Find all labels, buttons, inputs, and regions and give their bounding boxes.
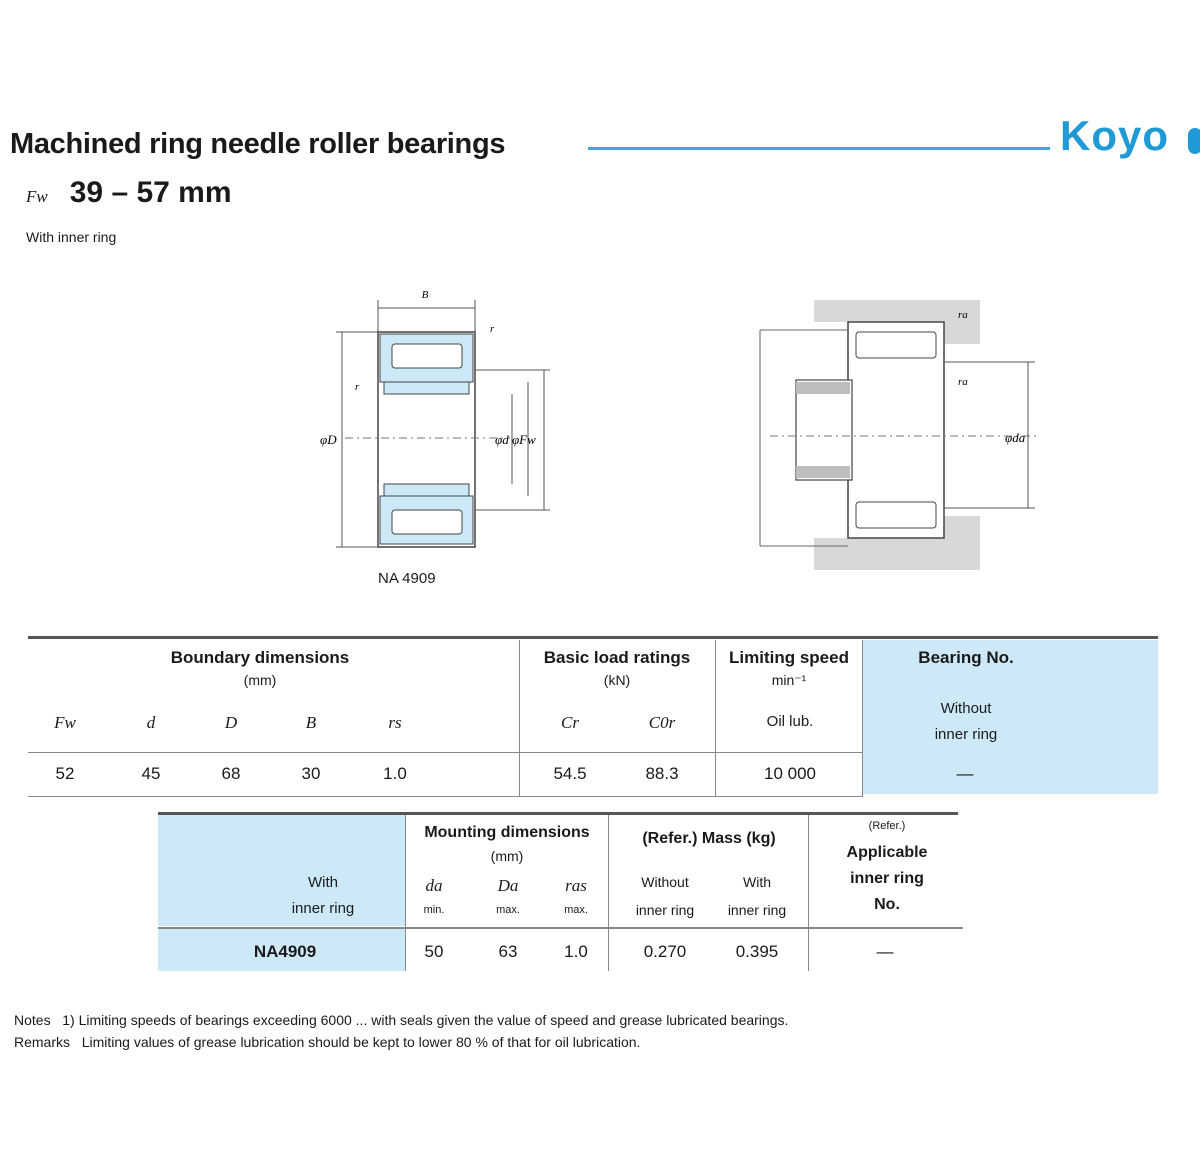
header-inner-3: No.: [874, 896, 900, 913]
table1-divider: [862, 640, 863, 796]
table2-mid-rule: [158, 927, 963, 929]
note-text: 1) Limiting speeds of bearings exceeding 6000 ... with seals given the value of speed and grease lubricated bearings.: [62, 1012, 789, 1028]
header-speed-unit: min⁻¹: [771, 672, 807, 688]
header-without-inner-2: inner ring: [934, 726, 998, 743]
table2-divider: [808, 815, 809, 971]
header-mounting-unit: (mm): [490, 848, 524, 864]
cell-D: 68: [221, 764, 241, 783]
label-da: φda: [1005, 430, 1026, 445]
header-load-ratings: Basic load ratings: [543, 648, 691, 667]
drawing-caption: NA 4909: [378, 570, 436, 587]
brand-mark: [1188, 128, 1200, 154]
note-line-2: [14, 1034, 640, 1050]
header-with-inner-2: inner ring: [291, 900, 355, 917]
brand-logo: Koyo: [1060, 112, 1169, 159]
table2-top-rule: [158, 812, 958, 815]
bearing-drawing-left: [300, 270, 580, 570]
section-subhead: With inner ring: [26, 229, 117, 245]
size-range: [26, 176, 232, 210]
col-ras: ras: [565, 876, 587, 895]
header-with-inner-1: With: [308, 874, 338, 891]
col-B: B: [305, 713, 317, 732]
col-mass-without-2: inner ring: [635, 902, 695, 918]
table1-mid-rule: [28, 752, 863, 753]
cell-Cr: 54.5: [553, 764, 587, 783]
cell-Fw: 52: [55, 764, 75, 783]
col-d: d: [146, 713, 156, 732]
cell-bearing-without: —: [956, 764, 974, 783]
label-ra-top: ra: [958, 309, 968, 321]
label-r-top: r: [490, 323, 495, 335]
label-B: B: [421, 289, 429, 301]
col-da: da: [425, 876, 443, 895]
size-range-symbol: Fw: [26, 187, 48, 206]
cell-B: 30: [301, 764, 321, 783]
table1-bottom-rule: [28, 796, 863, 797]
header-inner-1: Applicable: [846, 844, 928, 861]
col-Da: Da: [497, 876, 519, 895]
cell-d: 45: [141, 764, 161, 783]
col-oil-lub: Oil lub.: [766, 713, 814, 730]
bearing-drawing-right: [740, 290, 1060, 580]
col-rs: rs: [388, 713, 402, 732]
header-bearing-no: Bearing No.: [918, 648, 1014, 667]
col-mass-with-1: With: [743, 874, 771, 890]
page-title: Machined ring needle roller bearings: [10, 128, 506, 160]
cell-mass-without: 0.270: [643, 942, 687, 961]
cell-da: 50: [424, 942, 444, 961]
remarks-label: Remarks: [14, 1034, 71, 1050]
cell-mass-with: 0.395: [735, 942, 779, 961]
table1-divider: [519, 640, 520, 796]
cell-Da: 63: [498, 942, 518, 961]
col-Da-unit: max.: [496, 904, 520, 916]
col-C0r: C0r: [648, 713, 676, 732]
header-inner-2: inner ring: [850, 870, 924, 887]
cell-oil-lub: 10 000: [764, 764, 816, 783]
header-limiting-speed: Limiting speed: [729, 648, 849, 667]
cell-bearing-with: NA4909: [253, 942, 317, 961]
header-inner-refer: (Refer.): [868, 820, 906, 832]
col-mass-without-1: Without: [641, 874, 689, 890]
size-range-value: 39 – 57 mm: [69, 176, 232, 209]
table1-divider: [715, 640, 716, 796]
note-label: Notes: [14, 1012, 51, 1028]
header-boundary-dimensions: Boundary dimensions: [170, 648, 350, 667]
title-rule: [588, 147, 1050, 150]
col-Cr: Cr: [561, 713, 579, 732]
label-D: φD: [320, 432, 337, 447]
table2-divider: [608, 815, 609, 971]
label-r-left: r: [355, 381, 360, 393]
col-D: D: [224, 713, 238, 732]
col-Fw: Fw: [54, 713, 76, 732]
header-boundary-unit: (mm): [243, 672, 277, 688]
label-ra-right: ra: [958, 376, 968, 388]
remarks-text: Limiting values of grease lubrication should be kept to lower 80 % of that for oil lubrication.: [81, 1034, 641, 1050]
col-ras-unit: max.: [564, 904, 588, 916]
header-without-inner-1: Without: [940, 700, 992, 717]
header-load-unit: (kN): [603, 672, 631, 688]
header-mounting-dimensions: Mounting dimensions: [424, 824, 590, 841]
label-d-Fw: φd φFw: [495, 432, 536, 447]
cell-ras: 1.0: [564, 942, 588, 961]
table1-top-rule: [28, 636, 1158, 639]
header-mass: (Refer.) Mass (kg): [642, 830, 776, 847]
col-mass-with-2: inner ring: [727, 902, 787, 918]
cell-inner-ring: —: [876, 942, 894, 961]
col-da-unit: min.: [423, 904, 445, 916]
cell-rs: 1.0: [383, 764, 407, 783]
table2-divider: [405, 815, 406, 971]
note-line-1: [14, 1012, 788, 1028]
cell-C0r: 88.3: [645, 764, 679, 783]
